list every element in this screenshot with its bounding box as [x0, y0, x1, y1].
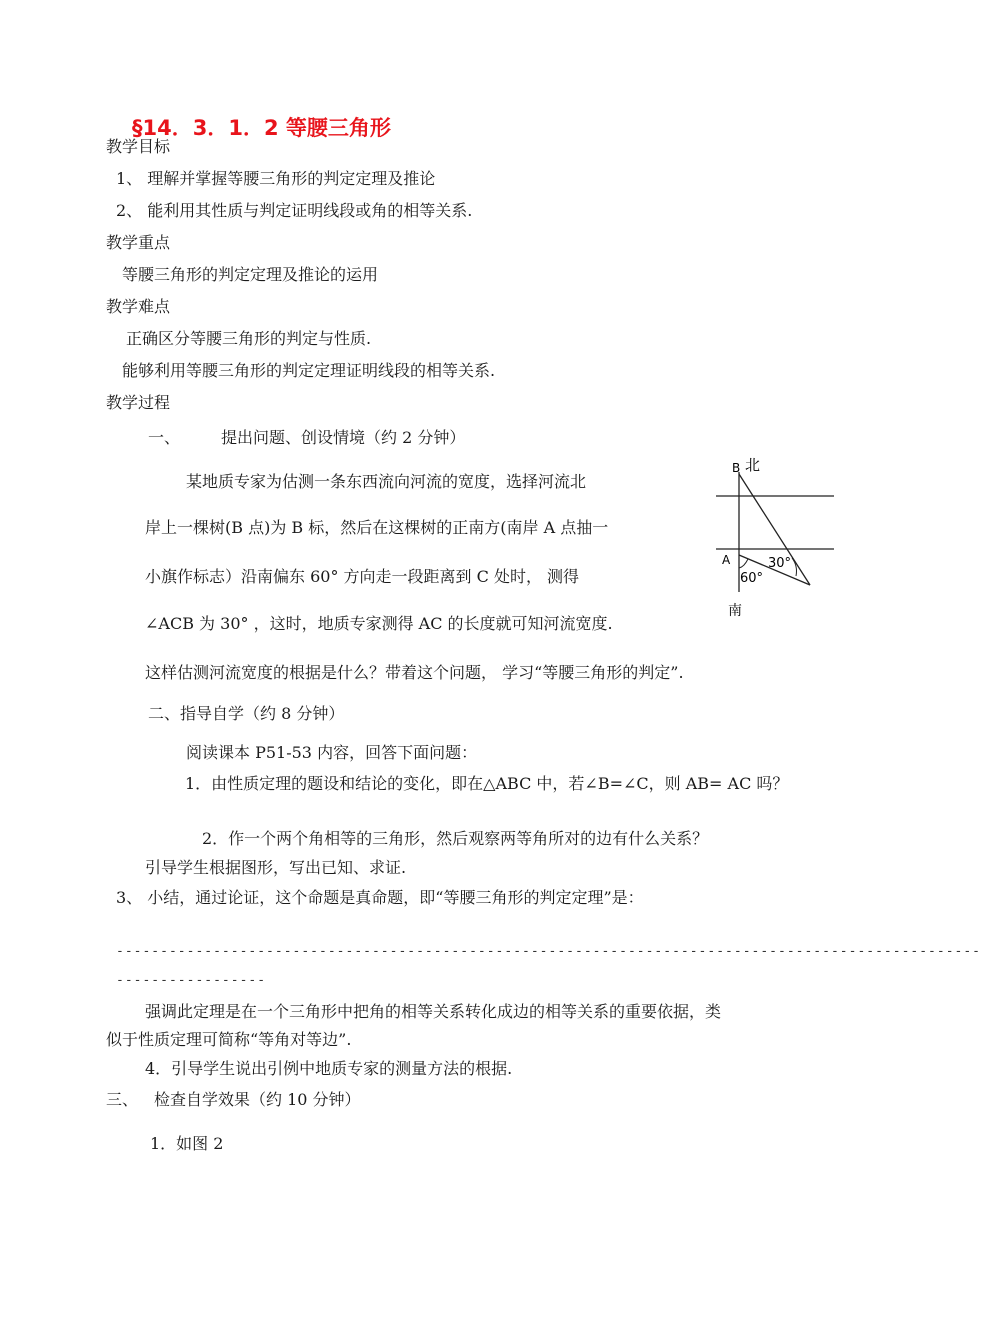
- process-heading: 教学过程: [106, 393, 171, 412]
- problem-paragraph-line-2: 岸上一棵树(B 点)为 B 标，然后在这棵树的正南方(南岸 A 点抽一: [145, 518, 609, 537]
- problem-paragraph-line-1: 某地质专家为估测一条东西流向河流的宽度，选择河流北: [186, 472, 587, 491]
- emphasis-line-1: 强调此定理是在一个三角形中把角的相等关系转化成边的相等关系的重要依据，类: [145, 1002, 722, 1021]
- problem-paragraph-line-3: 小旗作标志）沿南偏东 60° 方向走一段距离到 C 处时， 测得: [145, 567, 580, 586]
- label-south: 南: [728, 603, 742, 619]
- part3-item-1: 1．如图 2: [150, 1134, 224, 1153]
- angle-60-arc: [739, 559, 748, 568]
- difficulty-heading: 教学难点: [106, 297, 171, 316]
- part2-heading: 二、指导自学（约 8 分钟）: [148, 704, 345, 723]
- river-figure: [712, 452, 838, 620]
- key-point-1: 等腰三角形的判定定理及推论的运用: [122, 265, 379, 284]
- problem-paragraph-line-4: ∠ACB 为 30° ，这时，地质专家测得 AC 的长度就可知河流宽度.: [145, 614, 613, 633]
- label-north: 北: [745, 456, 761, 474]
- key-points-heading: 教学重点: [106, 233, 171, 252]
- question-1: 1．由性质定理的题设和结论的变化，即在△ABC 中，若∠B=∠C，则 AB= AC 吗？: [185, 774, 789, 793]
- emphasis-line-2: 似于性质定理可简称“等角对等边”.: [106, 1030, 352, 1049]
- part3-heading-number: 三、: [106, 1090, 139, 1109]
- goal-item-1: 1、 理解并掌握等腰三角形的判定定理及推论: [116, 169, 436, 188]
- label-angle-30: 30°: [768, 556, 792, 571]
- guide-text: 引导学生根据图形，写出已知、求证.: [145, 858, 407, 877]
- angle-30-arc: [792, 558, 797, 576]
- question-4: 4．引导学生说出引例中地质专家的测量方法的根据.: [145, 1059, 513, 1078]
- page-title: §14．3．1．2 等腰三角形: [132, 116, 391, 140]
- label-angle-60: 60°: [740, 571, 764, 586]
- goal-item-2: 2、 能利用其性质与判定证明线段或角的相等关系.: [116, 201, 473, 220]
- goals-heading: 教学目标: [106, 137, 171, 156]
- difficulty-2: 能够利用等腰三角形的判定定理证明线段的相等关系.: [122, 361, 496, 380]
- question-2: 2．作一个两个角相等的三角形，然后观察两等角所对的边有什么关系？: [202, 829, 709, 848]
- problem-paragraph-line-5: 这样估测河流宽度的根据是什么？带着这个问题， 学习“等腰三角形的判定”.: [145, 663, 684, 682]
- label-b: B: [732, 461, 741, 475]
- difficulty-1: 正确区分等腰三角形的判定与性质.: [126, 329, 372, 348]
- part1-heading: 提出问题、创设情境（约 2 分钟）: [221, 428, 466, 447]
- answer-blank-line-1: --------------------------------------------------------------------------------------------------: [116, 944, 981, 959]
- reading-instruction: 阅读课本 P51-53 内容，回答下面问题：: [186, 743, 478, 762]
- part1-heading-number: 一、: [148, 428, 181, 447]
- part3-heading: 检查自学效果（约 10 分钟）: [154, 1090, 361, 1109]
- label-a: A: [722, 553, 731, 567]
- question-3: 3、 小结，通过论证，这个命题是真命题，即“等腰三角形的判定定理”是：: [116, 888, 644, 907]
- answer-blank-line-2: -----------------: [116, 973, 267, 988]
